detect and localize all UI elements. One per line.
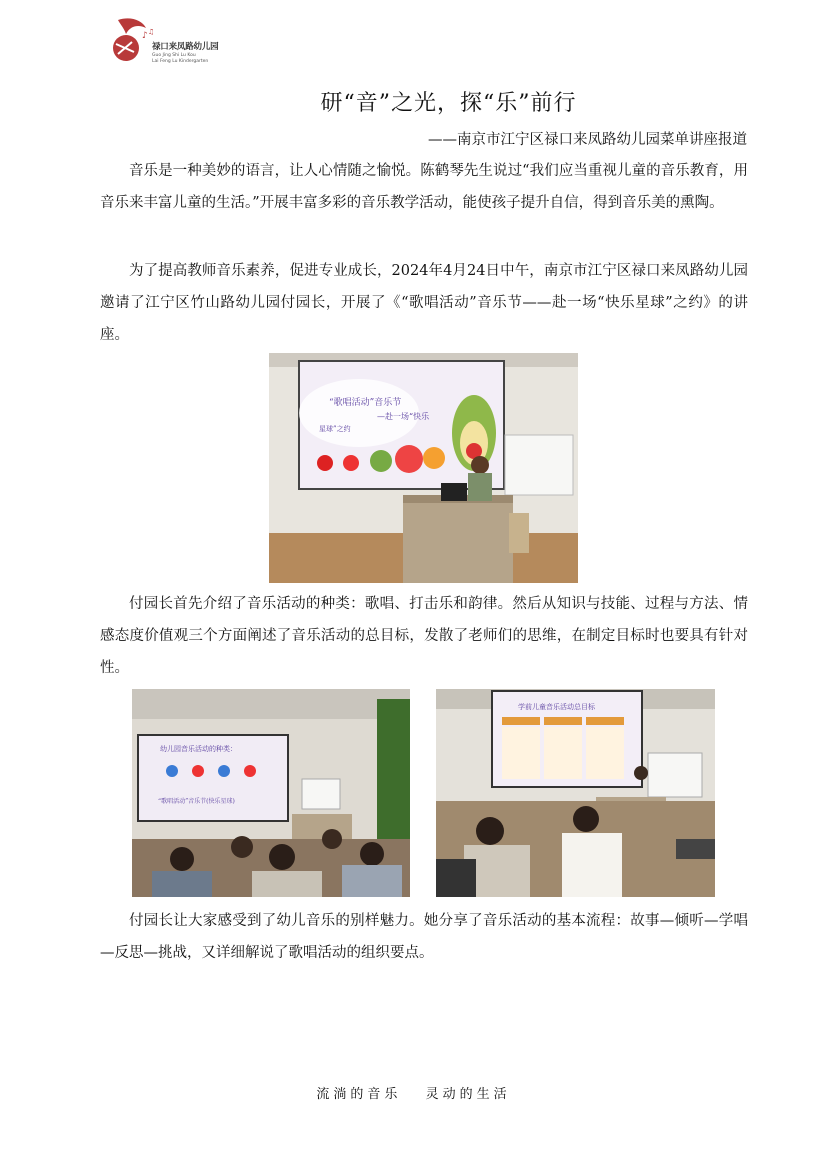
article-subtitle: ——南京市江宁区禄口来凤路幼儿园菜单讲座报道	[428, 132, 747, 148]
paragraph-process: 付园长让大家感受到了幼儿音乐的别样魅力。她分享了音乐活动的基本流程：故事—倾听—学唱—反思—挑战，又详细解说了歌唱活动的组织要点。	[100, 913, 748, 961]
logo-name-cn: 禄口来凤路幼儿园	[152, 42, 219, 52]
page-footer	[0, 1083, 827, 1102]
footer-right-text: 灵动的生活	[425, 1087, 511, 1102]
logo-name-en-line2: Lai Feng Lu Kindergarten	[152, 59, 209, 64]
footer-left-text: 流淌的音乐	[316, 1087, 402, 1102]
svg-text:♪: ♪	[142, 31, 148, 41]
slide-sub2-text: 星球”之约	[319, 425, 351, 433]
article-title: 研“音”之光，探“乐”前行	[320, 91, 577, 116]
music-note-logo-icon	[108, 14, 154, 66]
slide2-footer-text: “歌唱活动”音乐节(快乐星球)	[158, 798, 235, 805]
paragraph-content: 付园长首先介绍了音乐活动的种类：歌唱、打击乐和韵律。然后从知识与技能、过程与方法、情感态度价值观三个方面阐述了音乐活动的总目标，发散了老师们的思维，在制定目标时也要具有针对性。	[100, 596, 748, 676]
kindergarten-logo	[108, 14, 228, 66]
svg-text:♫: ♫	[148, 28, 154, 36]
slide-sub-text: —赴一场“快乐	[377, 412, 430, 421]
slide-title-text: “歌唱活动”音乐节	[329, 398, 402, 408]
lecture-photo-audience-left	[132, 689, 410, 897]
lecture-photo-speaker	[269, 353, 578, 583]
slide3-title-text: 学前儿童音乐活动总目标	[518, 703, 595, 711]
paragraph-intro: 音乐是一种美妙的语言，让人心情随之愉悦。陈鹤琴先生说过“我们应当重视儿童的音乐教育，用音乐来丰富儿童的生活。”开展丰富多彩的音乐教学活动，能使孩子提升自信，得到音乐美的熏陶。	[100, 163, 748, 211]
lecture-photo-audience-right	[436, 689, 715, 897]
paragraph-event: 为了提高教师音乐素养，促进专业成长，2024年4月24日中午，南京市江宁区禄口来凤路幼儿园邀请了江宁区竹山路幼儿园付园长，开展了《“歌唱活动”音乐节——赴一场“快乐星球”之约》的讲座。	[100, 263, 748, 343]
slide2-title-text: 幼儿园音乐活动的种类：	[160, 745, 237, 753]
logo-name-en-line1: Guo Jing Shi Lu Kou	[152, 53, 196, 58]
